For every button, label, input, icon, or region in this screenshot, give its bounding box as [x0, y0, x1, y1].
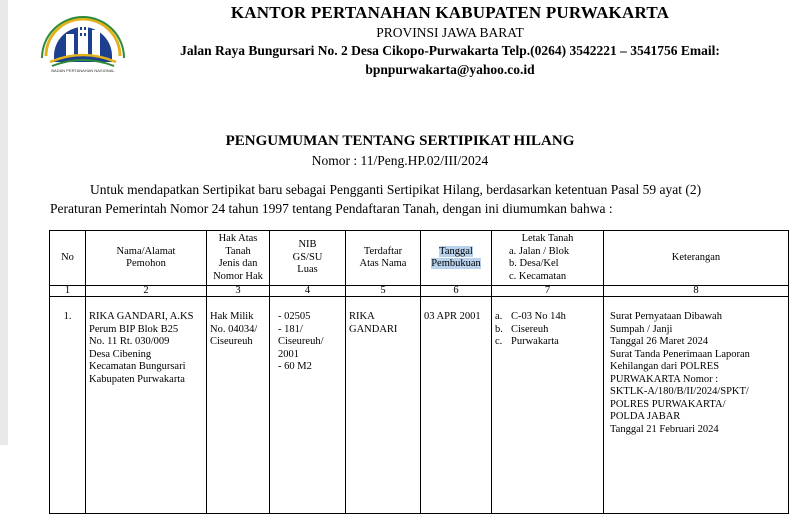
row-nama-alamat: RIKA GANDARI, A.KS Perum BIP Blok B25 No. 11 Rt. 030/009 Desa Cibening Kecamatan Bungursari Kabupaten Purwakarta: [86, 297, 207, 514]
office-address: Jalan Raya Bungursari No. 2 Desa Cikopo-Purwakarta Telp.(0264) 3542221 – 3541756 Email:: [180, 43, 720, 58]
letterhead: [150, 2, 750, 79]
table-header-row: [50, 231, 789, 286]
column-number: 3: [207, 286, 270, 297]
column-number: 2: [86, 286, 207, 297]
header-nama: Nama/Alamat Pemohon: [86, 231, 207, 286]
office-email: bpnpurwakarta@yahoo.co.id: [365, 62, 535, 77]
header-terdaftar: Terdaftar Atas Nama: [346, 231, 421, 286]
header-hak: Hak Atas Tanah Jenis dan Nomor Hak: [207, 231, 270, 286]
table-row: [50, 297, 789, 514]
header-tanggal: Tanggal Pembukuan: [421, 231, 492, 286]
row-keterangan: Surat Pernyataan Dibawah Sumpah / Janji Tanggal 26 Maret 2024 Surat Tanda Penerimaan Laporan Kehilangan dari POLRES PURWAKARTA Nomor : SKTLK-A/180/B/II/2024/SPKT/ POLRES PURWAKARTA/ POLDA JABAR Tanggal 21 Februari 2024: [604, 297, 789, 514]
column-number: 7: [492, 286, 604, 297]
svg-text:BADAN PERTANAHAN NASIONAL: BADAN PERTANAHAN NASIONAL: [51, 68, 115, 73]
row-no: 1.: [50, 297, 86, 514]
left-page-edge: [0, 0, 8, 445]
row-nib: - 02505 - 181/ Ciseureuh/ 2001 - 60 M2: [270, 297, 346, 514]
row-hak: Hak Milik No. 04034/ Ciseureuh: [207, 297, 270, 514]
intro-paragraph-line-2: Peraturan Pemerintah Nomor 24 tahun 1997 tentang Pendaftaran Tanah, dengan ini diumumkan bahwa :: [50, 201, 613, 216]
header-letak: Letak Tanah a. Jalan / Blok b. Desa/Kel c. Kecamatan: [492, 231, 604, 286]
column-number: 6: [421, 286, 492, 297]
column-number: 4: [270, 286, 346, 297]
intro-paragraph-line-1: Untuk mendapatkan Sertipikat baru sebagai Pengganti Sertipikat Hilang, berdasarkan ketentuan Pasal 59 ayat (2): [90, 182, 702, 197]
row-letak: a. C-03 No 14h b. Cisereuh c. Purwakarta: [492, 297, 604, 514]
certificate-table: [49, 230, 789, 514]
header-no: No: [50, 231, 86, 286]
header-keterangan: Keterangan: [604, 231, 789, 286]
row-terdaftar: RIKA GANDARI: [346, 297, 421, 514]
column-number: 1: [50, 286, 86, 297]
announcement-number: Nomor : 11/Peng.HP.02/III/2024: [311, 153, 489, 168]
column-number: 5: [346, 286, 421, 297]
bpn-logo-icon: [28, 0, 138, 76]
column-number-row: [50, 286, 789, 297]
row-tanggal: 03 APR 2001: [421, 297, 492, 514]
announcement-title: PENGUMUMAN TENTANG SERTIPIKAT HILANG: [225, 133, 575, 149]
column-number: 8: [604, 286, 789, 297]
header-nib: NIB GS/SU Luas: [270, 231, 346, 286]
province-name: PROVINSI JAWA BARAT: [376, 25, 524, 40]
office-name: KANTOR PERTANAHAN KABUPATEN PURWAKARTA: [230, 3, 670, 22]
